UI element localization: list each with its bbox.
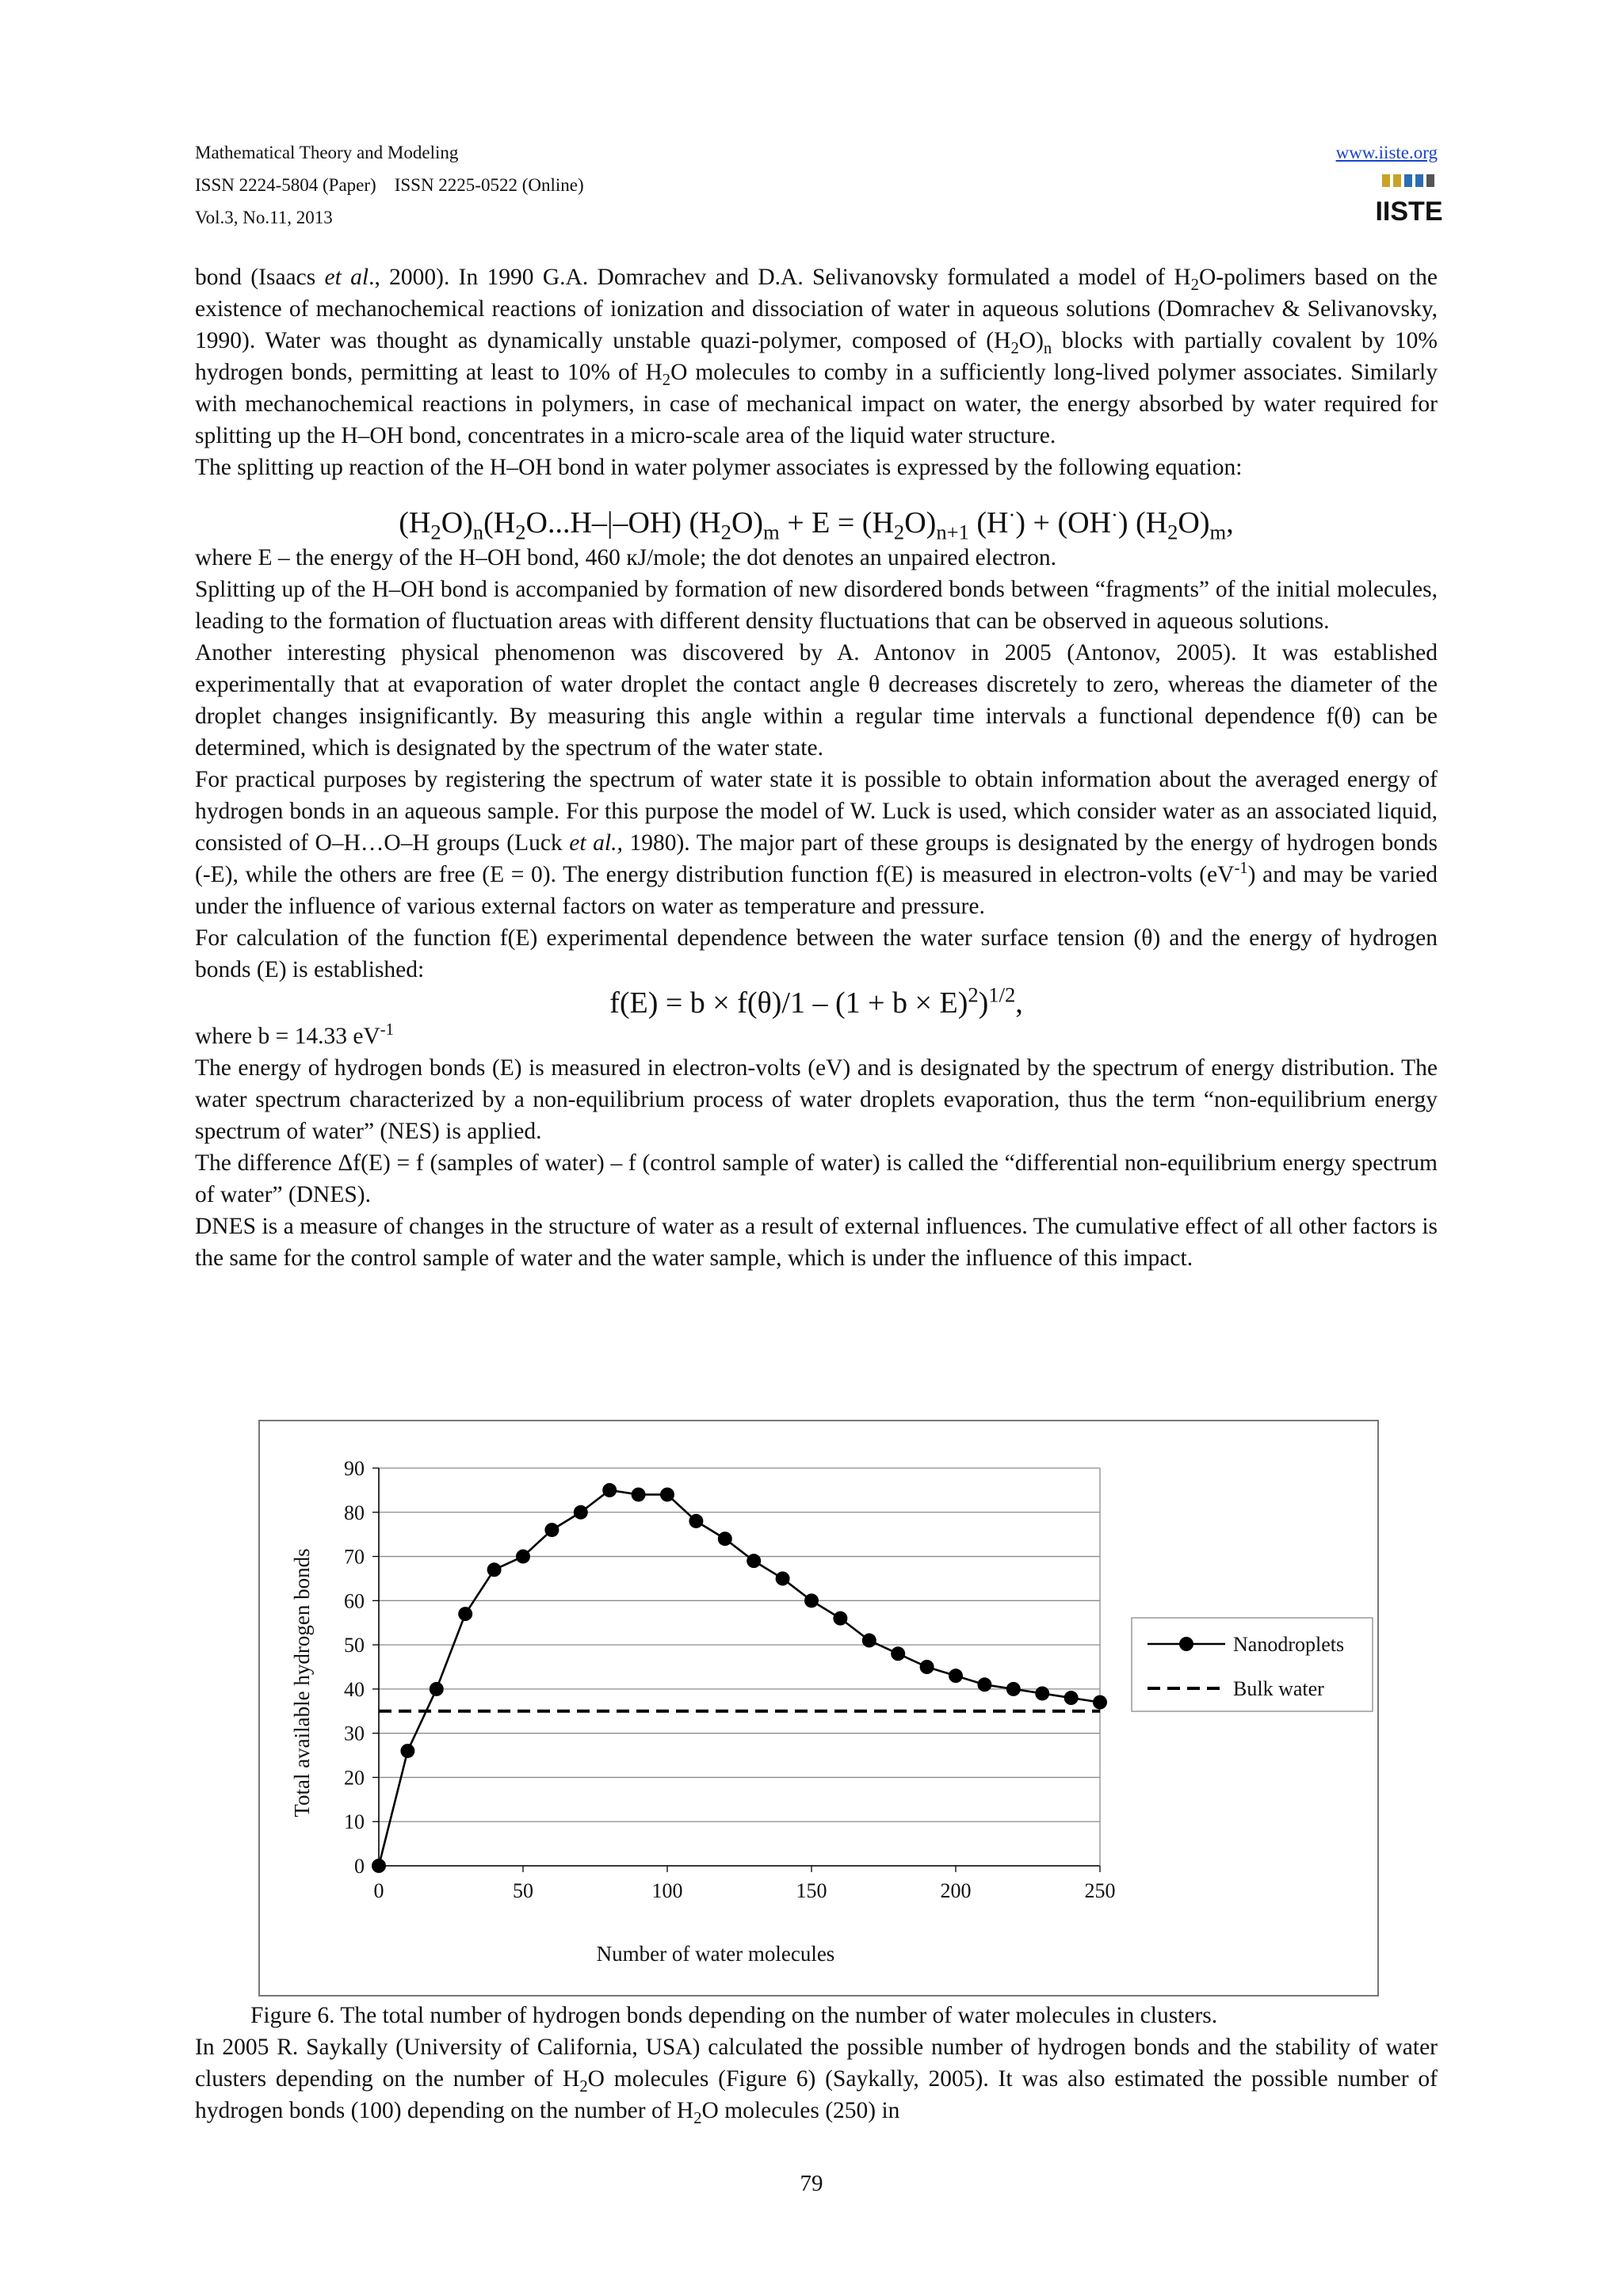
data-point <box>977 1677 991 1691</box>
article-body <box>195 261 1438 1274</box>
y-tick-label: 70 <box>344 1545 365 1569</box>
y-tick-label: 0 <box>354 1855 365 1878</box>
data-point <box>400 1744 414 1758</box>
data-point <box>833 1611 847 1626</box>
data-point <box>1006 1682 1021 1696</box>
paragraph-12: In 2005 R. Saykally (University of California, USA) calculated the possible number of hydrogen bonds and the stability of water clusters depending on the number of $H_2O$ molecules (Figure 6) (Saykally, 2005). It was also estimated the possible number of hydrogen bonds (100) depending on the number of $H_2O$ molecules (250) in <box>195 2035 1438 2127</box>
equation-2: $f(E) = b \times f(\theta)/1 - (1 + b \times E)^2)^{1/2}$, <box>609 982 1023 1020</box>
data-point <box>487 1562 502 1577</box>
paragraph-4: Splitting up of the H–OH bond is accompanied by formation of new disordered bonds between “fragments” of the initial molecules, leading to the formation of fluctuation areas with different density fluctuations that can be observed in aqueous solutions. <box>195 577 1438 634</box>
data-point <box>632 1487 646 1501</box>
y-axis-label: Total available hydrogen bonds <box>290 1548 314 1817</box>
data-point <box>920 1660 934 1674</box>
caption-block <box>195 2000 1438 2126</box>
data-point <box>1035 1686 1049 1700</box>
paragraph-11: DNES is a measure of changes in the structure of water as a result of external influences. The cumulative effect of all other factors is the same for the control sample of water and the water sample, which is under the influence of this impact. <box>195 1214 1438 1271</box>
paragraph-7: For calculation of the function f(E) experimental dependence between the water surface tension (θ) and the energy of hydrogen bonds (E) is established: <box>195 925 1438 982</box>
y-tick-label: 80 <box>344 1501 365 1524</box>
data-point <box>804 1593 819 1608</box>
data-point <box>891 1646 905 1661</box>
x-tick-label: 0 <box>373 1879 384 1902</box>
legend-label: Bulk water <box>1233 1677 1324 1700</box>
y-tick-label: 90 <box>344 1457 365 1480</box>
y-tick-label: 30 <box>344 1722 365 1745</box>
y-tick-label: 40 <box>344 1677 365 1701</box>
equation-1: $(H_2O)_n(H_2O...H-|-OH) (H_2O)_m + E = (H_2O)_{n+1}$ (H·) + (OH·) $(H_2O)_m$, <box>399 502 1234 544</box>
paragraph-8: where b = 14.33 $eV^{-1}$ <box>195 1021 394 1049</box>
y-tick-label: 20 <box>344 1766 365 1790</box>
x-axis-label: Number of water molecules <box>596 1942 835 1966</box>
data-point <box>574 1505 588 1520</box>
y-tick-label: 60 <box>344 1589 365 1613</box>
paragraph-1: bond (Isaacs et al., 2000). In 1990 G.A. Domrachev and D.A. Selivanovsky formulated a model of $H_2O$-polimers based on the existence of mechanochemical reactions of ionization and dissociation of water in aqueous solutions (Domrachev & Selivanovsky, 1990). Water was thought as dynamically unstable quazi-polymer, composed of $(H_2O)_n$ blocks with partially covalent by 10% hydrogen bonds, permitting at least to 10% of $H_2O$ molecules to comby in a sufficiently long-lived polymer associates. Similarly with mechanochemical reactions in polymers, in case of mechanical impact on water, the energy absorbed by water required for splitting up the H–OH bond, concentrates in a micro-scale area of the liquid water structure. <box>195 265 1438 448</box>
x-tick-label: 250 <box>1084 1879 1116 1902</box>
data-point <box>660 1487 674 1501</box>
data-point <box>430 1682 444 1696</box>
page-number: 79 <box>800 2171 823 2196</box>
data-point <box>1064 1691 1079 1705</box>
paragraph-10: The difference Δf(E) = f (samples of water) – f (control sample of water) is called the “differential non-equilibrium energy spectrum of water” (DNES). <box>195 1150 1438 1207</box>
series-line-nanodroplets <box>379 1490 1100 1866</box>
y-tick-label: 10 <box>344 1810 365 1834</box>
data-point <box>689 1514 703 1528</box>
data-point <box>747 1554 761 1568</box>
data-point <box>776 1571 790 1585</box>
figure-caption: Figure 6. The total number of hydrogen bonds depending on the number of water molecules in clusters. <box>250 2003 1218 2028</box>
iiste-logo-icon <box>1375 171 1443 228</box>
data-point <box>602 1483 617 1497</box>
paragraph-6: For practical purposes by registering the spectrum of water state it is possible to obtain information about the averaged energy of hydrogen bonds in an aqueous sample. For this purpose the model of W. Luck is used, which consider water as an associated liquid, consisted of O–H…O–H groups (Luck et al., 1980). The major part of these groups is designated by the energy of hydrogen bonds (-E), while the others are free (E = 0). The energy distribution function f(E) is measured in electron-volts $(eV^{-1})$ and may be varied under the influence of various external factors on water as temperature and pressure. <box>195 767 1438 919</box>
figure-6-chart <box>258 1420 1379 1997</box>
x-tick-label: 100 <box>651 1879 683 1902</box>
page-header <box>195 136 1443 234</box>
data-point <box>516 1550 530 1564</box>
paragraph-5: Another interesting physical phenomenon was discovered by A. Antonov in 2005 (Antonov, 2005). It was established experimentally that at evaporation of water droplet the contact angle θ decreases discretely to zero, whereas the diameter of the droplet changes insignificantly. By measuring this angle within a regular time intervals a functional dependence f(θ) can be determined, which is designated by the spectrum of the water state. <box>195 640 1438 761</box>
legend-label: Nanodroplets <box>1233 1633 1345 1656</box>
x-tick-label: 200 <box>940 1879 972 1902</box>
legend-marker <box>1179 1637 1193 1651</box>
paragraph-9: The energy of hydrogen bonds (E) is measured in electron-volts (eV) and is designated by the spectrum of energy distribution. The water spectrum characterized by a non-equilibrium process of water droplets evaporation, thus the term “non-equilibrium energy spectrum of water” (NES) is applied. <box>195 1055 1438 1144</box>
issn-line: ISSN 2224-5804 (Paper) ISSN 2225-0522 (Online) <box>195 175 584 195</box>
svg-text:IISTE: IISTE <box>1375 196 1443 227</box>
data-point <box>458 1607 472 1621</box>
journal-name: Mathematical Theory and Modeling <box>195 143 459 162</box>
y-tick-label: 50 <box>344 1634 365 1657</box>
paragraph-3: where E – the energy of the H–OH bond, 460 кJ/mole; the dot denotes an unpaired electron. <box>195 545 1056 570</box>
data-point <box>862 1634 876 1648</box>
chart-svg <box>260 1421 1377 1995</box>
paragraph-2: The splitting up reaction of the H–OH bond in water polymer associates is expressed by the following equation: <box>195 455 1243 480</box>
x-tick-label: 50 <box>513 1879 533 1902</box>
data-point <box>544 1523 559 1537</box>
x-tick-label: 150 <box>796 1879 827 1902</box>
volume-line: Vol.3, No.11, 2013 <box>195 208 333 227</box>
data-point <box>372 1859 386 1873</box>
data-point <box>718 1531 732 1546</box>
journal-url-link[interactable]: www.iiste.org <box>1335 143 1438 162</box>
data-point <box>1093 1695 1107 1710</box>
data-point <box>949 1669 963 1683</box>
